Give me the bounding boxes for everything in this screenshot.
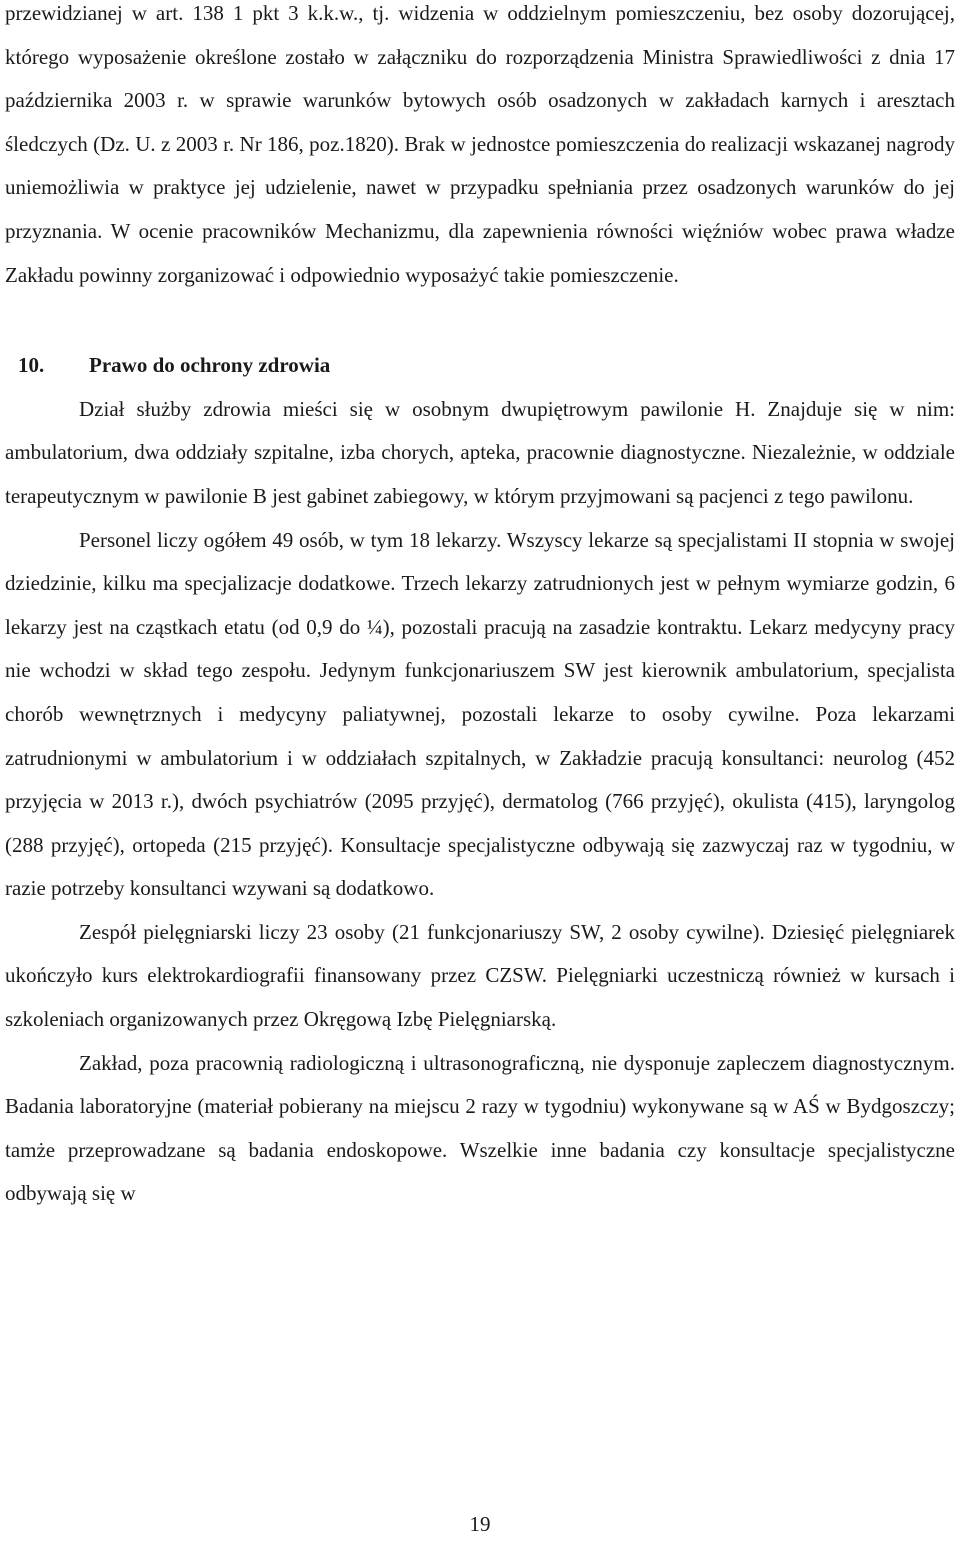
body-paragraph: Personel liczy ogółem 49 osób, w tym 18 lekarzy. Wszyscy lekarze są specjalistami II stopnia w swojej dziedzinie, kilku ma specjalizacje dodatkowe. Trzech lekarzy zatrudnionych jest w pełnym wymiarze godzin, 6 lekarzy jest na cząstkach etatu (od 0,9 do ¼), pozostali pracują na zasadzie kontraktu. Lekarz medycyny pracy nie wchodzi w skład tego zespołu. Jedynym funkcjonariuszem SW jest kierownik ambulatorium, specjalista chorób wewnętrznych i medycyny paliatywnej, pozostali lekarze to osoby cywilne. Poza lekarzami zatrudnionymi w ambulatorium i w oddziałach szpitalnych, w Zakładzie pracują konsultanci: neurolog (452 przyjęcia w 2013 r.), dwóch psychiatrów (2095 przyjęć), dermatolog (766 przyjęć), okulista (415), laryngolog (288 przyjęć), ortopeda (215 przyjęć). Konsultacje specjalistyczne odbywają się zazwyczaj raz w tygodniu, w razie potrzeby konsultanci wzywani są dodatkowo. [5, 527, 955, 901]
body-paragraph: Zakład, poza pracownią radiologiczną i ultrasonograficzną, nie dysponuje zapleczem diagnostycznym. Badania laboratoryjne (materiał pobierany na miejscu 2 razy w tygodniu) wykonywane są w AŚ w Bydgoszczy; tamże przeprowadzane są badania endoskopowe. Wszelkie inne badania czy konsultacje specjalistyczne odbywają się w [5, 1050, 955, 1206]
section-number: 10. [18, 353, 45, 378]
body-paragraph: przewidzianej w art. 138 1 pkt 3 k.k.w., tj. widzenia w oddzielnym pomieszczeniu, bez osoby dozorującej, którego wyposażenie określone zostało w załączniku do rozporządzenia Ministra Sprawiedliwości z dnia 17 października 2003 r. w sprawie warunków bytowych osób osadzonych w zakładach karnych i aresztach śledczych (Dz. U. z 2003 r. Nr 186, poz.1820). Brak w jednostce pomieszczenia do realizacji wskazanej nagrody uniemożliwia w praktyce jej udzielenie, nawet w przypadku spełniania przez osadzonych warunków do jej przyznania. W ocenie pracowników Mechanizmu, dla zapewnienia równości więźniów wobec prawa władze Zakładu powinny zorganizować i odpowiednio wyposażyć takie pomieszczenie. [5, 1, 955, 287]
body-paragraph: Zespół pielęgniarski liczy 23 osoby (21 funkcjonariuszy SW, 2 osoby cywilne). Dziesięć pielęgniarek ukończyło kurs elektrokardiografii finansowany przez CZSW. Pielęgniarki uczestniczą również w kursach i szkoleniach organizowanych przez Okręgową Izbę Pielęgniarską. [5, 919, 955, 1032]
section-title: Prawo do ochrony zdrowia [89, 353, 331, 378]
body-paragraph: Dział służby zdrowia mieści się w osobnym dwupiętrowym pawilonie H. Znajduje się w nim: ambulatorium, dwa oddziały szpitalne, izba chorych, apteka, pracownie diagnostyczne. Niezależnie, w oddziale terapeutycznym w pawilonie B jest gabinet zabiegowy, w którym przyjmowani są pacjenci z tego pawilonu. [5, 396, 955, 508]
page-number: 19 [469, 1512, 491, 1536]
document-page [5, 0, 955, 1216]
section-heading [5, 344, 955, 388]
